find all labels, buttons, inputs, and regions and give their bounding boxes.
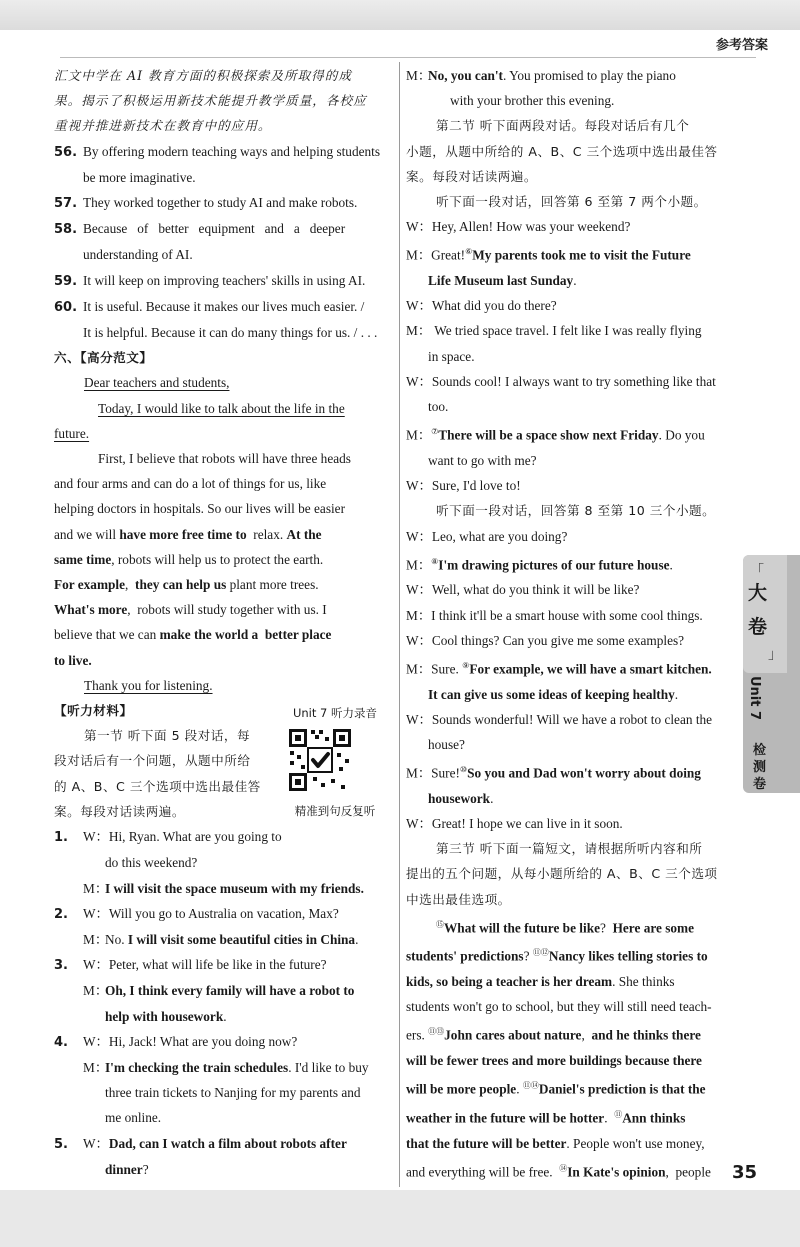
- tab-unit-label: Unit 7: [747, 676, 762, 721]
- essay-text: , robots will study together with us. I: [127, 602, 327, 618]
- passage-bold: In Kate's opinion: [567, 1164, 666, 1180]
- speaker: W：: [83, 1135, 109, 1151]
- dialog-line: .: [355, 931, 359, 947]
- dialog-line: want to go with me?: [428, 452, 537, 468]
- essay-bold: make the world a better place: [159, 627, 332, 643]
- passage-bold: kids, so being a teacher is her dream: [406, 974, 613, 990]
- dialog-answer: Oh, I think every family will have a robot to: [105, 983, 355, 999]
- column-divider: [399, 62, 400, 1187]
- essay-line-7: [54, 597, 394, 622]
- dialog-line: W：Cool things? Can you give me some examples?: [406, 632, 685, 648]
- dialog-line: M：Sure!: [406, 765, 460, 781]
- qr-block: [287, 705, 383, 819]
- dialog-number: 3.: [54, 958, 68, 974]
- answer-text: It is helpful. Because it can do many things for us. / . . .: [83, 325, 378, 341]
- header-divider: [60, 57, 756, 58]
- section2-line-b: 小题，从题中所给的 A、B、C 三个选项中选出最佳答: [406, 143, 718, 159]
- marker: ⑪⑫: [532, 948, 549, 958]
- top-scan-band: [0, 0, 800, 30]
- section2-line-c: 案。每段对话读两遍。: [406, 168, 537, 184]
- right-column: [406, 63, 740, 1235]
- section3-line-b: 提出的五个问题，从每小题所给的 A、B、C 三个选项: [406, 866, 718, 882]
- passage-bold: Here are some: [612, 920, 695, 936]
- dialog-line: too.: [428, 399, 449, 415]
- dialog-line: ?: [142, 1161, 149, 1177]
- tab-test-char-3: 卷: [753, 777, 767, 792]
- passage-bold: Daniel's prediction is that the: [538, 1081, 706, 1097]
- essay-text: and we will: [54, 526, 120, 542]
- essay-line-8: [54, 622, 394, 647]
- tab-char-1: 大: [748, 582, 768, 604]
- dialog-answer: Dad, can I watch a film about robots after: [108, 1135, 347, 1151]
- dialog-answer: No, you can't: [428, 68, 503, 83]
- marker: ⑭: [559, 1163, 568, 1173]
- essay-line-2: and four arms and can do a lot of things for us, like: [54, 476, 327, 492]
- passage-text: .: [604, 1110, 615, 1126]
- dialog-line: . You promised to play the piano: [502, 68, 676, 83]
- dialog-line: . I'd like to buy: [288, 1059, 369, 1075]
- dialog-line: W：Sure, I'd love to!: [406, 478, 521, 494]
- dialog-number: 2.: [54, 906, 68, 922]
- passage-text: ?: [523, 948, 533, 964]
- marker: ⑦: [431, 427, 439, 437]
- dialog-4: [54, 1029, 394, 1131]
- essay-text: plant more trees.: [226, 577, 319, 593]
- dialog-line: .: [674, 686, 679, 702]
- summary-line-2: 果。揭示了积极运用新技术能提升教学质量，各校应: [54, 93, 367, 109]
- section2-line-a: 第二节 听下面两段对话。每段对话后有几个: [436, 118, 690, 134]
- dialog-line: W：Leo, what are you doing?: [406, 528, 568, 544]
- summary-line-3: 重视并推进新技术在教育中的应用。: [54, 118, 272, 134]
- dialog-line: No.: [105, 931, 128, 947]
- marker: ⑩: [459, 765, 468, 775]
- essay-line-9: to live.: [54, 652, 92, 668]
- passage-bold: Ann thinks: [622, 1110, 686, 1126]
- essay-greeting: Dear teachers and students,: [84, 375, 230, 391]
- marker: ⑨: [462, 660, 470, 670]
- dialog-answer: , we will have a smart kitchen.: [540, 661, 712, 677]
- passage-text: ?: [600, 920, 613, 936]
- dialog-1: [54, 824, 394, 901]
- dialog-answer: Life Museum last Sunday: [428, 273, 574, 289]
- marker: ⑮: [436, 919, 444, 929]
- dialog-2: [54, 901, 394, 952]
- summary-line-1: 汇文中学在 AI 教育方面的积极探索及所取得的成: [54, 68, 352, 83]
- section3-line-a: 第三节 听下面一篇短文，请根据所听内容和所: [436, 841, 703, 857]
- answer-text: be more imaginative.: [83, 169, 196, 185]
- essay-bold: they can help us: [135, 577, 227, 593]
- passage-bold: will be more people: [406, 1081, 517, 1097]
- essay-text: relax.: [246, 526, 287, 542]
- page-header-title: 参考答案: [715, 38, 768, 53]
- dialog-answer: There will be a space show next Friday: [438, 427, 659, 443]
- dialog-answer: housework: [428, 790, 491, 806]
- marker: ⑪: [614, 1109, 623, 1119]
- dialog-answer: I'm drawing pictures of our future house: [438, 557, 670, 573]
- section1-line-d: 案。每段对话读两遍。: [54, 803, 185, 819]
- essay-bold: At the: [286, 526, 322, 542]
- dialog-line: W：Peter, what will life be like in the future?: [83, 957, 327, 973]
- section1-line-a: 第一节 听下面 5 段对话，每: [84, 728, 251, 744]
- essay-text: believe that we can: [54, 627, 160, 643]
- answer-text: They worked together to study AI and make robots.: [83, 195, 358, 211]
- essay-line-3: helping doctors in hospitals. So our lives will be easier: [54, 501, 346, 517]
- answer-text: It will keep on improving teachers' skills in using AI.: [83, 272, 366, 288]
- passage-bold: John cares about nature: [444, 1027, 582, 1043]
- essay-section-title: 六、【高分范文】: [54, 350, 153, 366]
- essay-intro-b: future.: [54, 425, 90, 441]
- answer-57: [54, 190, 394, 216]
- dialog-line: .: [573, 273, 577, 289]
- passage-text: . She thinks: [612, 974, 675, 990]
- left-column: [54, 63, 394, 1182]
- passage-text: ers.: [406, 1027, 429, 1043]
- listening-title: 【听力材料】: [54, 703, 133, 719]
- dialog-line: M：Great!: [406, 247, 466, 263]
- speaker: M：: [83, 880, 109, 896]
- dialog-line: W：Well, what do you think it will be like?: [406, 582, 640, 598]
- passage-text: ,: [581, 1027, 592, 1043]
- dialog-5: [54, 1131, 394, 1182]
- speaker: M：: [406, 427, 432, 443]
- dialog-line: W：Hi, Ryan. What are you going to: [83, 829, 282, 845]
- dialog-line: in space.: [428, 348, 475, 364]
- dialog-line: house?: [428, 736, 465, 752]
- bottom-scan-band: [0, 1190, 800, 1247]
- dialog-line: M： We tried space travel. I felt like I was really flying: [406, 323, 702, 339]
- answer-number: 57.: [54, 196, 78, 212]
- tab-char-2: 卷: [748, 616, 768, 638]
- marker: ⑥: [465, 247, 473, 257]
- passage-text: , people: [665, 1164, 711, 1180]
- speaker: M：: [83, 983, 109, 999]
- qr-label: Unit 7 听力录音: [292, 706, 378, 720]
- marker: ⑪⑬: [428, 1027, 445, 1037]
- dialog-number: 4.: [54, 1034, 68, 1050]
- tab-bracket-top: 「: [750, 563, 764, 579]
- dialog-line: .: [490, 790, 494, 806]
- dialog-answer: It can give us some ideas of keeping healthy: [428, 686, 675, 702]
- tab-test-char-2: 测: [753, 760, 767, 775]
- qr-caption: 精准到句反复听: [294, 804, 376, 818]
- answer-number: 58.: [54, 222, 78, 238]
- essay-bold: have more free time to: [119, 526, 247, 542]
- dialog-number: 5.: [54, 1136, 68, 1152]
- dialog-line: W：Will you go to Australia on vacation, Max?: [83, 905, 339, 921]
- dialog-line: .: [669, 557, 673, 573]
- passage-bold: students' predictions: [406, 948, 524, 964]
- passage-bold: weather in the future will be hotter: [406, 1110, 605, 1126]
- essay-line-5: [54, 547, 394, 572]
- tab-bracket-bottom: 」: [768, 647, 782, 663]
- dialog-line: . Do you: [658, 427, 705, 443]
- essay-line-4: [54, 522, 394, 547]
- essay-intro-a: Today, I would like to talk about the life in the: [98, 400, 345, 416]
- essay-closing: Thank you for listening.: [84, 677, 213, 693]
- passage-bold: will be fewer trees and more buildings because there: [406, 1053, 702, 1069]
- passage-bold: What will the future be like: [444, 920, 600, 936]
- passage-text: students won't go to school, but they will still need teach-: [406, 999, 712, 1015]
- dialog-line: W：What did you do there?: [406, 298, 557, 314]
- dialog-line: W：Hi, Jack! What are you doing now?: [83, 1033, 298, 1049]
- dialog-line: three train tickets to Nanjing for my parents and: [105, 1085, 361, 1101]
- answer-text: understanding of AI.: [83, 247, 193, 263]
- dialog-answer: dinner: [105, 1161, 143, 1177]
- dialog-line: M：I think it'll be a smart house with some cool things.: [406, 607, 703, 623]
- section1-line-b: 段对话后有一个问题，从题中所给: [54, 753, 251, 769]
- marker: ⑪⑭: [522, 1081, 539, 1091]
- dialog-answer: My parents took me to visit the Future: [472, 247, 691, 263]
- essay-text: ,: [125, 577, 136, 593]
- speaker: M：: [83, 931, 109, 947]
- answer-58: [54, 216, 394, 267]
- answer-56: [54, 139, 394, 190]
- speaker: M：: [406, 557, 432, 573]
- answer-number: 59.: [54, 273, 78, 289]
- dialog-line: with your brother this evening.: [450, 93, 615, 109]
- dialog-line: do this weekend?: [105, 855, 198, 871]
- dialog-line: W：Hey, Allen! How was your weekend?: [406, 219, 631, 235]
- dialog-line: W：Sounds cool! I always want to try something like that: [406, 373, 716, 389]
- essay-bold: For example: [54, 577, 126, 593]
- dialog-line: W：Great! I hope we can live in it soon.: [406, 816, 623, 831]
- section3-line-c: 中选出最佳选项。: [406, 891, 511, 907]
- passage-text: . People won't use money,: [566, 1135, 705, 1151]
- section2-line-d: 听下面一段对话，回答第 6 至第 7 两个小题。: [436, 194, 707, 210]
- passage-bold: Nancy likes telling stories to: [548, 948, 708, 964]
- passage-bold: that the future will be better: [406, 1135, 567, 1151]
- dialog-answer: I will visit some beautiful cities in China: [127, 931, 356, 947]
- answer-number: 56.: [54, 144, 78, 160]
- essay-text: , robots will help us to protect the earth.: [111, 551, 324, 567]
- answer-59: [54, 268, 394, 294]
- answer-60: [54, 294, 394, 345]
- answer-text: It is useful. Because it makes our lives much easier. /: [83, 298, 365, 314]
- top-scan-band-inner: [0, 0, 800, 30]
- answer-text: Because of better equipment and a deeper: [83, 221, 346, 237]
- dialog-answer: I will visit the space museum with my friends.: [105, 880, 364, 896]
- passage-bold: and he thinks there: [591, 1027, 701, 1043]
- answer-number: 60.: [54, 299, 78, 315]
- essay-line-6: [54, 572, 394, 597]
- marker: ⑧: [431, 556, 439, 566]
- dialog-number: 1.: [54, 830, 68, 846]
- essay-bold: same time: [54, 551, 112, 567]
- dialog-line: me online.: [105, 1110, 162, 1126]
- essay-bold: What's more: [54, 602, 128, 618]
- answer-text: By offering modern teaching ways and helping students: [83, 143, 381, 159]
- dialog-line: M：Sure.: [406, 661, 463, 677]
- page-number: 35: [732, 1162, 758, 1183]
- section2-line-e: 听下面一段对话，回答第 8 至第 10 三个小题。: [436, 503, 716, 519]
- dialog-answer: For example: [469, 661, 541, 677]
- essay-line-1: First, I believe that robots will have three heads: [98, 451, 351, 467]
- tab-test-char-1: 检: [753, 743, 767, 758]
- passage-text: .: [516, 1081, 523, 1097]
- speaker: M：: [406, 68, 432, 83]
- dialog-answer: So you and Dad won't worry about doing: [467, 765, 701, 781]
- dialog-line: W：Sounds wonderful! Will we have a robot to clean the: [406, 711, 713, 727]
- dialog-answer: help with housework: [105, 1008, 224, 1024]
- dialog-answer: I'm checking the train schedules: [105, 1059, 289, 1075]
- section1-line-c: 的 A、B、C 三个选项中选出最佳答: [54, 778, 261, 794]
- passage-text: and everything will be free.: [406, 1164, 560, 1180]
- dialog-line: .: [223, 1008, 227, 1024]
- dialog-3: [54, 952, 394, 1029]
- speaker: M：: [83, 1059, 109, 1075]
- qr-code-icon[interactable]: [287, 727, 353, 793]
